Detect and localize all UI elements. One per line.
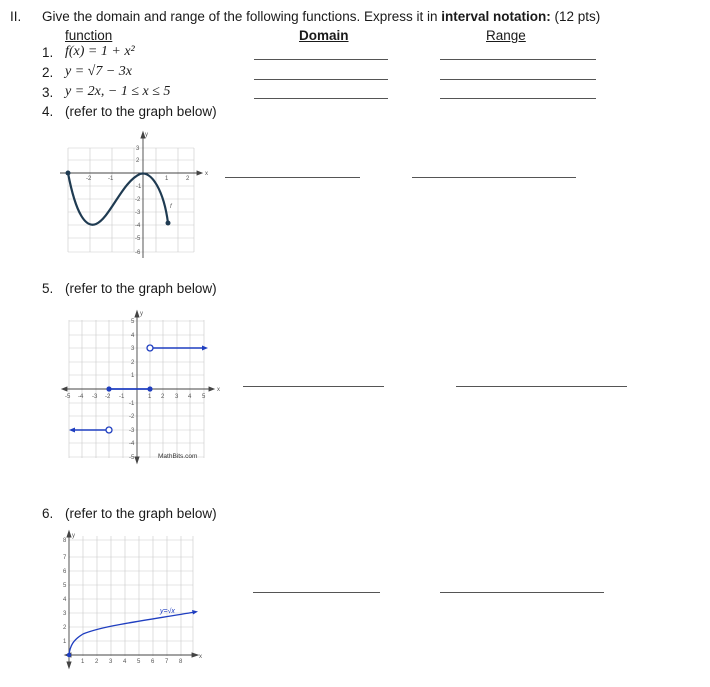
section-prompt — [42, 9, 600, 24]
item-2-domain-blank[interactable] — [254, 79, 388, 80]
item-1-domain-blank[interactable] — [254, 59, 388, 60]
graph-4-curve-label: f — [170, 204, 172, 210]
graph-4-ytick: -4 — [135, 223, 141, 229]
graph-5-xtick: 1 — [148, 394, 152, 400]
graph-6-xtick: 3 — [109, 659, 113, 665]
graph-5-xtick: 2 — [161, 394, 165, 400]
header-range: Range — [486, 28, 526, 43]
graph-5-ytick: -1 — [129, 401, 135, 407]
prompt-bold: interval notation: — [441, 9, 551, 24]
item-3-domain-blank[interactable] — [254, 98, 388, 99]
graph-6-axes — [65, 531, 198, 668]
graph-4-endpoint-right — [166, 221, 171, 226]
item-5-domain-blank[interactable] — [243, 386, 384, 387]
graph-6-start-point — [67, 653, 71, 657]
graph-5-xtick: 5 — [202, 394, 206, 400]
item-4-number: 4. — [42, 104, 54, 119]
graph-4-y-label: y — [145, 132, 148, 138]
graph-5-ytick: -2 — [129, 414, 135, 420]
graph-5-xtick: -5 — [65, 394, 71, 400]
graph-6-ytick: 7 — [63, 555, 67, 561]
section-number: II. — [10, 9, 22, 24]
item-6-range-blank[interactable] — [440, 592, 604, 593]
graph-5-xtick: -2 — [105, 394, 111, 400]
graph-4-xtick: -2 — [86, 176, 92, 182]
graph-6-ytick: 4 — [63, 597, 67, 603]
graph-4-axes — [60, 132, 202, 258]
graph-5-ytick: -3 — [129, 428, 135, 434]
graph-6-curve-arrow — [192, 610, 198, 615]
graph-5-xtick: 3 — [175, 394, 179, 400]
graph-6-xtick: 4 — [123, 659, 127, 665]
graph-5-xtick: -1 — [119, 394, 125, 400]
graph-5-ytick: 2 — [131, 360, 135, 366]
graph-6-xtick: 1 — [81, 659, 85, 665]
graph-6-y-label: y — [72, 533, 75, 539]
graph-4-grid — [68, 148, 194, 252]
item-1-function: f(x) = 1 + x² — [65, 44, 135, 59]
item-2-number: 2. — [42, 65, 54, 80]
item-6-text: (refer to the graph below) — [65, 506, 217, 521]
item-4-domain-blank[interactable] — [225, 177, 360, 178]
graph-4-ytick: -5 — [135, 236, 141, 242]
graph-4-x-label: x — [205, 171, 208, 177]
item-5-text: (refer to the graph below) — [65, 281, 217, 296]
graph-5-xtick: 4 — [188, 394, 192, 400]
prompt-points: (12 pts) — [550, 9, 601, 24]
graph-4-endpoint-left — [66, 171, 71, 176]
graph-5-ytick: 5 — [131, 319, 135, 325]
item-4-range-blank[interactable] — [412, 177, 576, 178]
graph-6-xtick: 8 — [179, 659, 183, 665]
graph-6-xtick: 5 — [137, 659, 141, 665]
item-6-number: 6. — [42, 506, 54, 521]
graph-5-ytick: -5 — [129, 455, 135, 461]
prompt-text: Give the domain and range of the following functions. Express it in — [42, 9, 442, 24]
graph-5-watermark: MathBits.com — [158, 453, 198, 460]
item-3-function: y = 2x, − 1 ≤ x ≤ 5 — [65, 84, 171, 99]
graph-4 — [60, 130, 210, 260]
graph-5-closed-point-right — [147, 386, 152, 391]
item-1-range-blank[interactable] — [440, 59, 596, 60]
item-3-number: 3. — [42, 85, 54, 100]
graph-5-open-point-top — [147, 345, 153, 351]
graph-5-ytick: -4 — [129, 441, 135, 447]
graph-6-ytick: 8 — [63, 538, 67, 544]
graph-5-arrow-left — [69, 428, 75, 433]
graph-4-xtick: 1 — [165, 176, 169, 182]
graph-4-ytick: 3 — [136, 146, 140, 152]
graph-4-ytick: -1 — [136, 184, 142, 190]
item-2-function: y = √7 − 3x — [65, 64, 133, 79]
graph-6-grid — [69, 536, 193, 656]
item-5-number: 5. — [42, 281, 54, 296]
graph-6-x-label: x — [199, 654, 202, 660]
graph-6-ytick: 6 — [63, 569, 67, 575]
graph-5-ytick: 3 — [131, 346, 135, 352]
graph-4-ytick: -2 — [135, 197, 141, 203]
graph-5-x-label: x — [217, 387, 220, 393]
item-1-number: 1. — [42, 45, 54, 60]
graph-4-xtick: 2 — [186, 176, 190, 182]
item-5-range-blank[interactable] — [456, 386, 627, 387]
item-4-text: (refer to the graph below) — [65, 104, 217, 119]
graph-6-ytick: 3 — [63, 611, 67, 617]
graph-6-ytick: 5 — [63, 583, 67, 589]
graph-5-xtick: -3 — [92, 394, 98, 400]
graph-5-axes — [62, 311, 214, 463]
graph-5-y-label: y — [140, 311, 143, 317]
graph-5-open-point-bottom — [106, 427, 112, 433]
graph-5-ytick: 4 — [131, 333, 135, 339]
item-3-range-blank[interactable] — [440, 98, 596, 99]
graph-6-curve — [69, 612, 195, 655]
graph-4-ytick: -6 — [135, 250, 141, 256]
header-function: function — [65, 28, 113, 43]
graph-5-arrow-right — [202, 346, 208, 351]
graph-6-ytick: 1 — [63, 639, 67, 645]
graph-5-closed-point-left — [106, 386, 111, 391]
graph-5 — [60, 308, 225, 468]
graph-6-xtick: 2 — [95, 659, 99, 665]
graph-4-ytick: 2 — [136, 158, 140, 164]
graph-6 — [55, 528, 205, 673]
item-6-domain-blank[interactable] — [253, 592, 380, 593]
graph-6-curve-label: y=√x — [160, 608, 175, 615]
graph-4-ytick: -3 — [135, 210, 141, 216]
graph-6-ytick: 2 — [63, 625, 67, 631]
graph-5-xtick: -4 — [78, 394, 84, 400]
graph-6-xtick: 7 — [165, 659, 169, 665]
item-2-range-blank[interactable] — [440, 79, 596, 80]
graph-5-ytick: 1 — [131, 373, 135, 379]
header-domain: Domain — [299, 28, 349, 43]
graph-4-xtick: -1 — [108, 176, 114, 182]
graph-6-xtick: 6 — [151, 659, 155, 665]
